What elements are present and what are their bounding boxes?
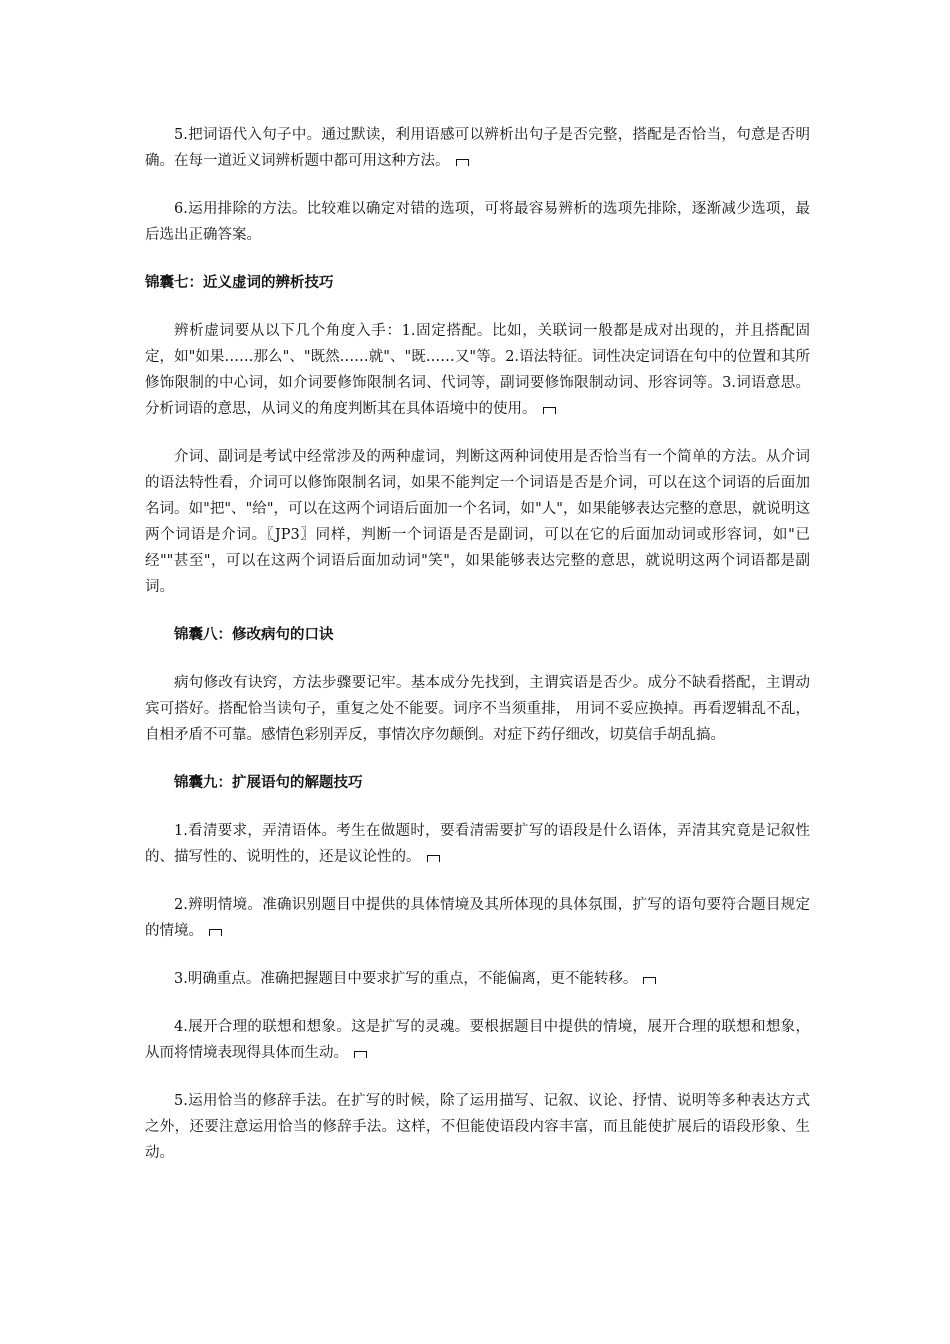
return-mark-icon	[354, 1051, 367, 1058]
return-mark-icon	[427, 855, 440, 862]
section-heading-9: 锦囊九：扩展语句的解题技巧	[174, 775, 363, 791]
return-mark-icon	[643, 977, 656, 984]
return-mark-icon	[209, 929, 222, 936]
paragraph-1: 5.把词语代入句子中。通过默读，利用语感可以辨析出句子是否完整，搭配是否恰当，句意是否明确。在每一道近义词辨析题中都可用这种方法。	[145, 127, 810, 169]
paragraph-8: 3.明确重点。准确把握题目中要求扩写的重点，不能偏离，更不能转移。	[145, 966, 810, 992]
return-mark-icon	[543, 407, 556, 414]
paragraph-7: 2.辨明情境。准确识别题目中提供的具体情境及其所体现的具体氛围，扩写的语句要符合题目规定的情境。	[145, 897, 810, 939]
paragraph-5: 病句修改有诀窍，方法步骤要记牢。基本成分先找到，主谓宾语是否少。成分不缺看搭配，主谓动宾可搭好。搭配恰当读句子，重复之处不能要。词序不当须重排， 用词不妥应换掉。再看逻辑乱不乱，自相矛盾不可靠。感情色彩别弄反，事情次序勿颠倒。对症下药仔细改，切莫信手胡乱搞。	[145, 675, 810, 743]
paragraph-4: 介词、副词是考试中经常涉及的两种虚词，判断这两种词使用是否恰当有一个简单的方法。从介词的语法特性看，介词可以修饰限制名词，如果不能判定一个词语是否是介词，可以在这个词语的后面加名词。如"把"、"给"，可以在这两个词语后面加一个名词，如"人"，如果能够表达完整的意思，就说明这两个词语是介词。〖JP3〗同样，判断一个词语是否是副词，可以在它的后面加动词或形容词，如"已经""甚至"，可以在这两个词语后面加动词"笑"，如果能够表达完整的意思，就说明这两个词语都是副词。	[145, 449, 810, 595]
paragraph-10: 5.运用恰当的修辞手法。在扩写的时候，除了运用描写、记叙、议论、抒情、说明等多种表达方式之外，还要注意运用恰当的修辞手法。这样，不但能使语段内容丰富，而且能使扩展后的语段形象、生动。	[145, 1093, 810, 1161]
document-body	[145, 122, 810, 1188]
section-heading-7: 锦囊七：近义虚词的辨析技巧	[145, 275, 334, 291]
paragraph-2: 6.运用排除的方法。比较难以确定对错的选项，可将最容易辨析的选项先排除，逐渐减少选项，最后选出正确答案。	[145, 201, 810, 243]
paragraph-6: 1.看清要求，弄清语体。考生在做题时，要看清需要扩写的语段是什么语体，弄清其究竟是记叙性的、描写性的、说明性的，还是议论性的。	[145, 823, 810, 865]
paragraph-9: 4.展开合理的联想和想象。这是扩写的灵魂。要根据题目中提供的情境，展开合理的联想和想象，从而将情境表现得具体而生动。	[145, 1019, 810, 1061]
return-mark-icon	[456, 159, 469, 166]
section-heading-8: 锦囊八：修改病句的口诀	[174, 627, 334, 643]
paragraph-3: 辨析虚词要从以下几个角度入手：1.固定搭配。比如，关联词一般都是成对出现的，并且搭配固定，如"如果……那么"、"既然……就"、"既……又"等。2.语法特征。词性决定词语在句中的位置和其所修饰限制的中心词，如介词要修饰限制名词、代词等，副词要修饰限制动词、形容词等。3.词语意思。分析词语的意思，从词义的角度判断其在具体语境中的使用。	[145, 323, 810, 417]
